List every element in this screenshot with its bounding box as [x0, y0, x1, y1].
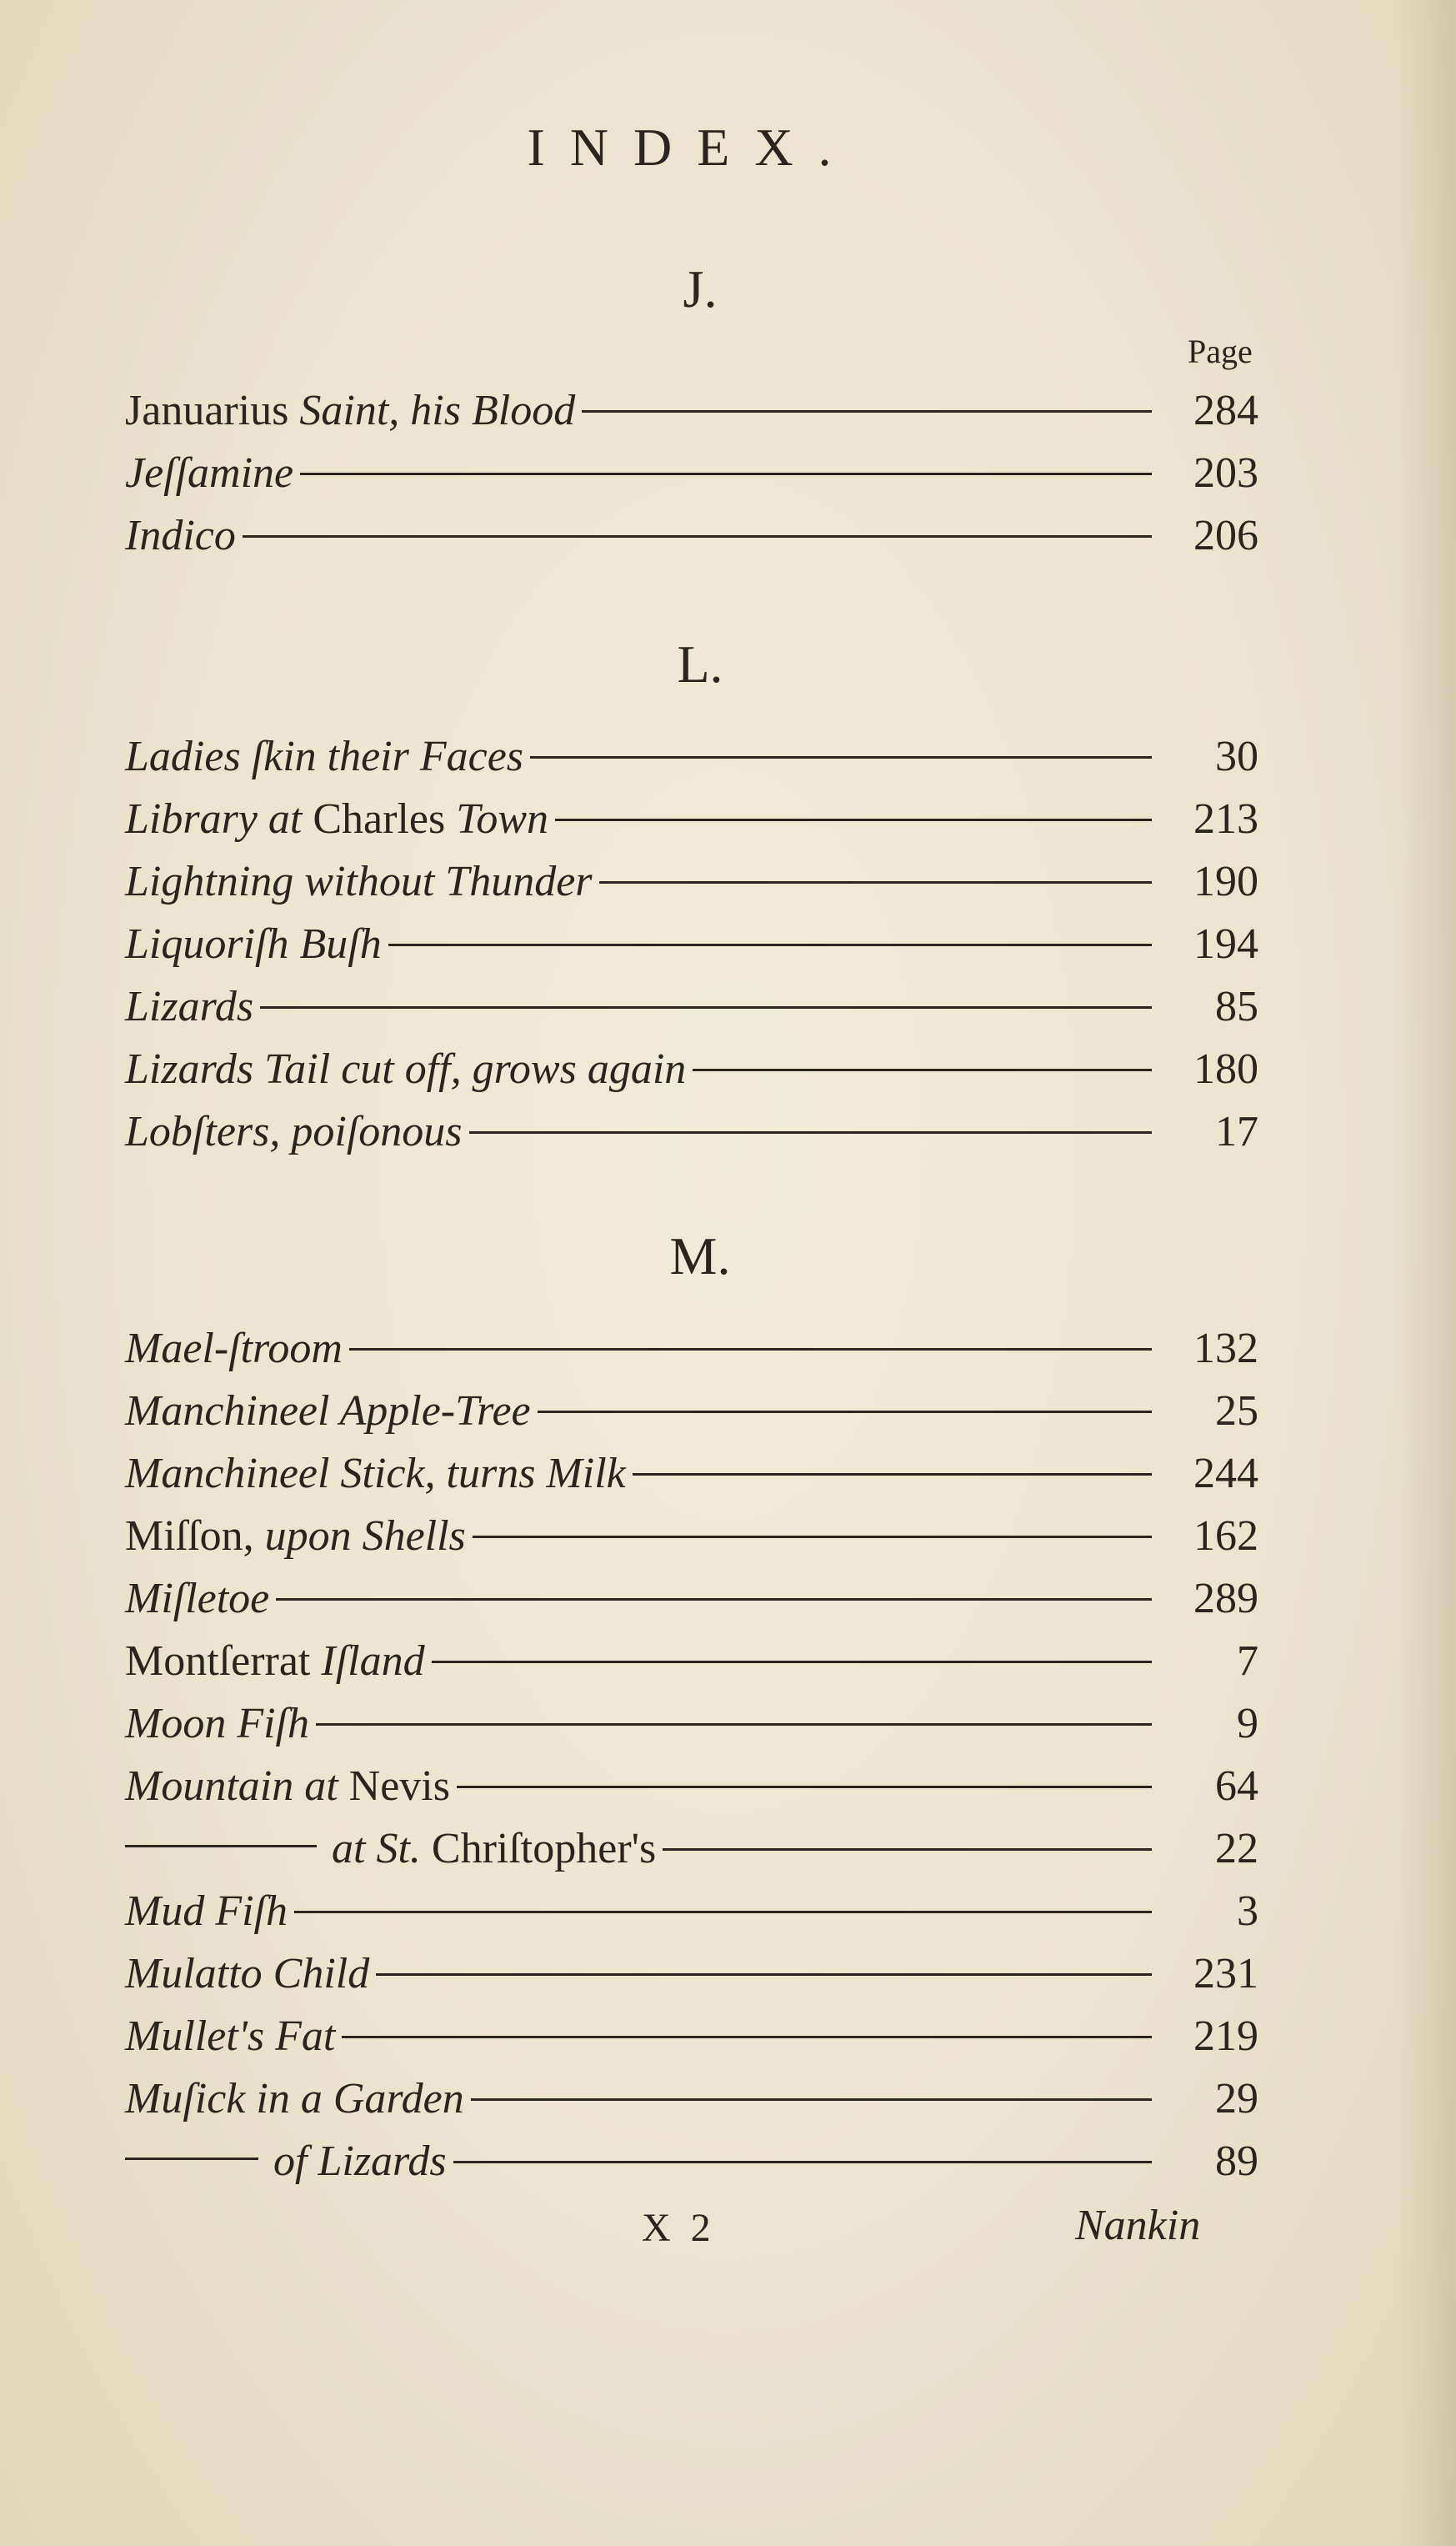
entry-text: Mael-ſtroom [125, 1325, 343, 1372]
entry-page-number: 206 [1193, 512, 1258, 559]
index-entry [125, 1042, 1258, 1097]
dotted-leader [582, 410, 1152, 413]
dotted-leader [376, 1973, 1152, 1976]
entry-text: Indico [125, 512, 236, 559]
entry-page-number: 85 [1215, 983, 1258, 1030]
index-entry [125, 509, 1258, 564]
entry-page-number: 162 [1193, 1512, 1258, 1560]
catchword: Nankin [1075, 2202, 1201, 2249]
entry-page-number: 9 [1237, 1700, 1258, 1747]
section-heading-l: L. [677, 634, 723, 694]
section-heading-j: J. [683, 259, 718, 318]
index-entry [125, 917, 1258, 972]
index-entry [125, 980, 1258, 1035]
entry-text: Manchineel Apple-Tree [125, 1387, 531, 1435]
entry-text: Muſick in a Garden [125, 2075, 464, 2123]
entry-page-number: 190 [1193, 858, 1258, 905]
entry-text: Lizards Tail cut off, grows again [125, 1045, 687, 1093]
entry-page-number: 244 [1193, 1450, 1258, 1497]
index-entry [125, 1634, 1258, 1689]
entry-page-number: 25 [1215, 1387, 1258, 1435]
dotted-leader [300, 473, 1152, 475]
section-heading-m: M. [669, 1226, 731, 1286]
index-entry [125, 1696, 1258, 1752]
entry-page-number: 17 [1215, 1108, 1258, 1155]
dotted-leader [457, 1786, 1152, 1788]
entry-text: Manchineel Stick, turns Milk [125, 1450, 626, 1497]
entry-page-number: 29 [1215, 2075, 1258, 2123]
entry-text: Januarius Saint, his Blood [125, 387, 576, 434]
dotted-leader [663, 1848, 1152, 1851]
entry-page-number: 22 [1215, 1825, 1258, 1872]
index-entry [125, 1947, 1258, 2002]
entry-text: Lightning without Thunder [125, 858, 593, 905]
index-entry [125, 1384, 1258, 1439]
index-entry [125, 1759, 1258, 1814]
entry-text: Jeſſamine [125, 449, 294, 497]
entry-page-number: 30 [1215, 733, 1258, 780]
entry-text: Liquoriſh Buſh [125, 920, 382, 968]
entry-page-number: 289 [1193, 1575, 1258, 1622]
entry-page-number: 203 [1193, 449, 1258, 497]
page-column-label: Page [1188, 333, 1253, 370]
entry-page-number: 231 [1193, 1950, 1258, 1997]
entry-text: Montſerrat Iſland [125, 1637, 425, 1685]
dotted-leader [276, 1598, 1152, 1601]
index-entry [125, 792, 1258, 847]
dotted-leader [342, 2036, 1152, 2038]
entry-text: Mullet's Fat [125, 2012, 336, 2060]
dotted-leader [432, 1661, 1152, 1663]
dotted-leader [243, 535, 1152, 538]
entry-text: Moon Fiſh [125, 1700, 309, 1747]
index-entry [125, 855, 1258, 910]
entry-text: of Lizards [125, 2134, 447, 2189]
entry-page-number: 3 [1237, 1887, 1258, 1935]
entry-text: Mulatto Child [125, 1950, 370, 1997]
entry-page-number: 219 [1193, 2012, 1258, 2060]
ditto-dash [125, 2158, 258, 2160]
dotted-leader [469, 1131, 1153, 1134]
entry-page-number: 64 [1215, 1762, 1258, 1810]
page-title: INDEX. [527, 118, 857, 177]
dotted-leader [599, 881, 1152, 884]
entry-text: Lizards [125, 983, 254, 1030]
dotted-leader [316, 1723, 1152, 1726]
entry-page-number: 213 [1193, 795, 1258, 843]
entry-page-number: 89 [1215, 2138, 1258, 2185]
index-entry [125, 446, 1258, 501]
dotted-leader [693, 1069, 1152, 1071]
entry-text: Library at Charles Town [125, 795, 549, 843]
index-entry [125, 1884, 1258, 1939]
dotted-leader [471, 2098, 1152, 2101]
ditto-dash [125, 1845, 317, 1847]
entry-text: at St. Chriſtopher's [125, 1822, 656, 1877]
entry-page-number: 132 [1193, 1325, 1258, 1372]
entry-page-number: 7 [1237, 1637, 1258, 1685]
entry-text: Ladies ſkin their Faces [125, 733, 524, 780]
dotted-leader [530, 756, 1152, 759]
entry-text: Miſſon, upon Shells [125, 1512, 466, 1560]
entry-page-number: 180 [1193, 1045, 1258, 1093]
index-entry [125, 1571, 1258, 1626]
dotted-leader [294, 1911, 1152, 1913]
index-entry [125, 2134, 1258, 2189]
entry-page-number: 284 [1193, 387, 1258, 434]
entry-text: Lobſters, poiſonous [125, 1108, 463, 1155]
dotted-leader [473, 1536, 1152, 1538]
dotted-leader [633, 1473, 1152, 1476]
index-entry [125, 2072, 1258, 2127]
index-entry [125, 1105, 1258, 1160]
entry-text: Mud Fiſh [125, 1887, 288, 1935]
dotted-leader [349, 1348, 1152, 1351]
index-entry [125, 2009, 1258, 2064]
dotted-leader [260, 1006, 1152, 1009]
dotted-leader [453, 2161, 1152, 2163]
index-entry [125, 1509, 1258, 1564]
index-entry [125, 1321, 1258, 1376]
index-entry [125, 729, 1258, 784]
index-entry [125, 1446, 1258, 1501]
index-entry [125, 1822, 1258, 1877]
entry-page-number: 194 [1193, 920, 1258, 968]
dotted-leader [555, 819, 1152, 821]
page-edge-shadow [1398, 0, 1456, 2546]
entry-text: Mountain at Nevis [125, 1762, 450, 1810]
dotted-leader [538, 1411, 1152, 1413]
entry-text: Miſletoe [125, 1575, 270, 1622]
index-entry [125, 383, 1258, 439]
signature-mark: X 2 [642, 2206, 716, 2250]
dotted-leader [388, 944, 1152, 946]
